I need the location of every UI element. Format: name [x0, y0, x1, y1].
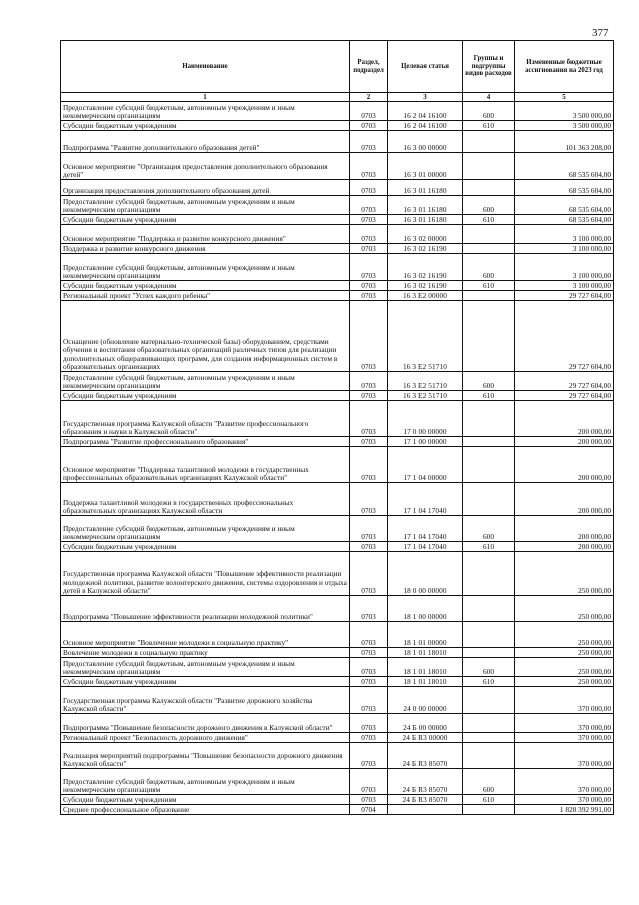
row-expense-group: 600: [463, 196, 515, 215]
row-name: Реализация мероприятий подпрограммы "Повышение безопасности дорожного движения Калужской области": [61, 743, 350, 769]
row-expense-group: 610: [463, 795, 515, 805]
row-name: Основное мероприятие "Вовлечение молодежи в социальную практику": [61, 622, 350, 648]
row-name: Государственная программа Калужской области "Развитие дорожного хозяйства Калужской области": [61, 687, 350, 714]
row-section: 0703: [350, 658, 388, 677]
column-number-row: [61, 93, 614, 102]
row-expense-group: [463, 437, 515, 447]
row-name: Вовлечение молодежи в социальную практику: [61, 648, 350, 658]
row-name: Предоставление субсидий бюджетным, автономным учреждениям и иным некоммерческим организациям: [61, 196, 350, 215]
row-section: 0703: [350, 180, 388, 196]
row-amount: 250 000,00: [515, 596, 614, 622]
row-name: Оснащение (обновление материально-технической базы) оборудованием, средствами обучения и воспитания образовательных организаций различных типов для реализации дополнительных общеразвивающих программ, для создания информационных систем в образовательных организациях: [61, 301, 350, 372]
row-name: Региональный проект "Успех каждого ребенка": [61, 291, 350, 301]
table-row: [61, 769, 614, 795]
row-section: 0703: [350, 622, 388, 648]
row-name: Основное мероприятие "Поддержка и развитие конкурсного движения": [61, 225, 350, 244]
row-section: 0703: [350, 687, 388, 714]
row-expense-group: [463, 447, 515, 483]
row-section: 0703: [350, 769, 388, 795]
row-amount: 29 727 604,00: [515, 372, 614, 391]
row-expense-group: [463, 805, 515, 815]
row-section: 0703: [350, 483, 388, 516]
table-body: [61, 102, 614, 815]
column-number: 4: [463, 93, 515, 102]
row-expense-group: [463, 714, 515, 733]
header-target: Целевая статья: [388, 41, 463, 93]
row-amount: 29 727 604,00: [515, 391, 614, 401]
row-section: 0703: [350, 596, 388, 622]
row-target-article: 16 3 E2 51710: [388, 372, 463, 391]
table-row: [61, 121, 614, 131]
row-name: Предоставление субсидий бюджетным, автономным учреждениям и иным некоммерческим организациям: [61, 516, 350, 542]
row-amount: 68 535 604,00: [515, 153, 614, 180]
row-amount: 68 535 604,00: [515, 180, 614, 196]
row-name: Предоставление субсидий бюджетным, автономным учреждениям и иным некоммерческим организациям: [61, 254, 350, 281]
row-section: 0703: [350, 102, 388, 121]
row-target-article: 16 3 01 16180: [388, 215, 463, 225]
row-amount: 3 100 000,00: [515, 244, 614, 254]
row-amount: 3 100 000,00: [515, 254, 614, 281]
table-row: [61, 447, 614, 483]
row-name: Организация предоставления дополнительного образования детей: [61, 180, 350, 196]
row-expense-group: [463, 225, 515, 244]
row-expense-group: 600: [463, 769, 515, 795]
table-row: [61, 196, 614, 215]
table-row: [61, 648, 614, 658]
table-row: [61, 596, 614, 622]
row-amount: 250 000,00: [515, 552, 614, 596]
row-target-article: 24 0 00 00000: [388, 687, 463, 714]
row-amount: 3 100 000,00: [515, 225, 614, 244]
row-expense-group: [463, 131, 515, 153]
row-section: 0703: [350, 795, 388, 805]
table-row: [61, 391, 614, 401]
row-target-article: 16 3 01 00000: [388, 153, 463, 180]
row-target-article: 16 3 02 16190: [388, 254, 463, 281]
row-target-article: 16 3 02 00000: [388, 225, 463, 244]
row-amount: 200 000,00: [515, 516, 614, 542]
row-section: 0703: [350, 542, 388, 552]
table-row: [61, 542, 614, 552]
row-expense-group: [463, 180, 515, 196]
header-name: Наименование: [61, 41, 350, 93]
row-amount: 68 535 604,00: [515, 196, 614, 215]
row-expense-group: 610: [463, 677, 515, 687]
row-amount: 370 000,00: [515, 743, 614, 769]
table-row: [61, 658, 614, 677]
row-amount: 3 500 000,00: [515, 121, 614, 131]
row-target-article: 18 0 00 00000: [388, 552, 463, 596]
row-expense-group: 600: [463, 254, 515, 281]
row-section: 0703: [350, 301, 388, 372]
row-expense-group: [463, 291, 515, 301]
table-row: [61, 153, 614, 180]
row-target-article: 17 1 04 17040: [388, 516, 463, 542]
row-expense-group: 610: [463, 281, 515, 291]
row-expense-group: 600: [463, 372, 515, 391]
row-amount: 3 100 000,00: [515, 281, 614, 291]
table-row: [61, 281, 614, 291]
header-section: Раздел, подраздел: [350, 41, 388, 93]
row-target-article: 17 1 04 17040: [388, 483, 463, 516]
row-name: Субсидии бюджетным учреждениям: [61, 542, 350, 552]
row-target-article: 24 Б R3 85070: [388, 769, 463, 795]
table-row: [61, 180, 614, 196]
row-target-article: 18 1 01 18010: [388, 677, 463, 687]
row-name: Предоставление субсидий бюджетным, автономным учреждениям и иным некоммерческим организациям: [61, 658, 350, 677]
row-target-article: 16 2 04 16100: [388, 121, 463, 131]
row-section: 0703: [350, 401, 388, 437]
row-section: 0703: [350, 648, 388, 658]
row-expense-group: [463, 301, 515, 372]
row-amount: 250 000,00: [515, 658, 614, 677]
table-row: [61, 131, 614, 153]
row-expense-group: 600: [463, 516, 515, 542]
row-section: 0703: [350, 733, 388, 743]
row-name: Субсидии бюджетным учреждениям: [61, 281, 350, 291]
row-target-article: 24 Б R3 85070: [388, 743, 463, 769]
row-section: 0703: [350, 254, 388, 281]
row-section: 0703: [350, 437, 388, 447]
row-section: 0703: [350, 516, 388, 542]
row-name: Предоставление субсидий бюджетным, автономным учреждениям и иным некоммерческим организациям: [61, 102, 350, 121]
header-amount: Измененные бюджетные ассигнования на 2023 год: [515, 41, 614, 93]
row-name: Предоставление субсидий бюджетным, автономным учреждениям и иным некоммерческим организациям: [61, 769, 350, 795]
row-target-article: 16 3 01 16180: [388, 180, 463, 196]
table-row: [61, 714, 614, 733]
table-row: [61, 795, 614, 805]
row-target-article: 17 0 00 00000: [388, 401, 463, 437]
table-row: [61, 102, 614, 121]
page-number: 377: [592, 27, 609, 39]
row-amount: 101 363 208,00: [515, 131, 614, 153]
row-expense-group: [463, 687, 515, 714]
row-target-article: 16 3 02 16190: [388, 244, 463, 254]
row-section: 0704: [350, 805, 388, 815]
row-target-article: 16 3 E2 51710: [388, 301, 463, 372]
row-amount: 370 000,00: [515, 733, 614, 743]
row-section: 0703: [350, 281, 388, 291]
table-row: [61, 743, 614, 769]
row-section: 0703: [350, 153, 388, 180]
row-section: 0703: [350, 215, 388, 225]
row-name: Подпрограмма "Повышение безопасности дорожного движения в Калужской области": [61, 714, 350, 733]
table-row: [61, 677, 614, 687]
row-target-article: 17 1 04 00000: [388, 447, 463, 483]
row-section: 0703: [350, 196, 388, 215]
row-amount: 1 828 392 991,00: [515, 805, 614, 815]
table-row: [61, 225, 614, 244]
row-expense-group: [463, 552, 515, 596]
table-row: [61, 244, 614, 254]
table-row: [61, 483, 614, 516]
row-name: Подпрограмма "Развитие профессионального образования": [61, 437, 350, 447]
row-section: 0703: [350, 131, 388, 153]
row-target-article: 16 2 04 16100: [388, 102, 463, 121]
row-amount: 250 000,00: [515, 648, 614, 658]
row-expense-group: 610: [463, 542, 515, 552]
table-row: [61, 622, 614, 648]
row-name: Субсидии бюджетным учреждениям: [61, 391, 350, 401]
column-number: 2: [350, 93, 388, 102]
row-name: Субсидии бюджетным учреждениям: [61, 215, 350, 225]
row-section: 0703: [350, 552, 388, 596]
row-expense-group: [463, 401, 515, 437]
row-name: Поддержка талантливой молодежи в государственных профессиональных образовательных организациях Калужской области: [61, 483, 350, 516]
row-expense-group: [463, 244, 515, 254]
row-target-article: 16 3 E2 51710: [388, 391, 463, 401]
row-section: 0703: [350, 225, 388, 244]
row-target-article: 16 3 02 16190: [388, 281, 463, 291]
table-header-row: [61, 41, 614, 93]
row-expense-group: [463, 483, 515, 516]
row-expense-group: 610: [463, 121, 515, 131]
row-name: Поддержка и развитие конкурсного движения: [61, 244, 350, 254]
row-amount: 29 727 604,00: [515, 291, 614, 301]
row-amount: 200 000,00: [515, 437, 614, 447]
table-row: [61, 291, 614, 301]
row-section: 0703: [350, 121, 388, 131]
row-expense-group: 610: [463, 391, 515, 401]
row-target-article: 24 Б 00 00000: [388, 714, 463, 733]
row-section: 0703: [350, 714, 388, 733]
row-name: Основное мероприятие "Поддержка талантливой молодежи в государственных профессиональных образовательных организациях Калужской области": [61, 447, 350, 483]
row-target-article: 18 1 00 00000: [388, 596, 463, 622]
row-target-article: 18 1 01 18010: [388, 658, 463, 677]
table-row: [61, 687, 614, 714]
table-row: [61, 372, 614, 391]
row-name: Основное мероприятие "Организация предоставления дополнительного образования детей": [61, 153, 350, 180]
table-row: [61, 805, 614, 815]
row-target-article: 17 1 04 17040: [388, 542, 463, 552]
row-amount: 370 000,00: [515, 769, 614, 795]
row-expense-group: [463, 153, 515, 180]
row-amount: 370 000,00: [515, 687, 614, 714]
row-name: Субсидии бюджетным учреждениям: [61, 121, 350, 131]
row-expense-group: 600: [463, 102, 515, 121]
row-name: Государственная программа Калужской области "Повышение эффективности реализации молодежной политики, развитие волонтерского движения, системы оздоровления и отдыха детей в Калужской области": [61, 552, 350, 596]
header-groups: Группы и подгруппы видов расходов: [463, 41, 515, 93]
table-row: [61, 437, 614, 447]
row-target-article: [388, 805, 463, 815]
row-name: Субсидии бюджетным учреждениям: [61, 795, 350, 805]
table-row: [61, 301, 614, 372]
table-row: [61, 254, 614, 281]
row-amount: 250 000,00: [515, 622, 614, 648]
budget-table: [60, 40, 614, 815]
row-expense-group: [463, 743, 515, 769]
row-name: Государственная программа Калужской области "Развитие профессионального образования и науки в Калужской области": [61, 401, 350, 437]
row-target-article: 16 3 00 00000: [388, 131, 463, 153]
row-name: Субсидии бюджетным учреждениям: [61, 677, 350, 687]
row-section: 0703: [350, 391, 388, 401]
row-amount: 370 000,00: [515, 714, 614, 733]
row-name: Предоставление субсидий бюджетным, автономным учреждениям и иным некоммерческим организациям: [61, 372, 350, 391]
row-amount: 200 000,00: [515, 542, 614, 552]
table-row: [61, 215, 614, 225]
row-name: Среднее профессиональное образование: [61, 805, 350, 815]
row-expense-group: [463, 596, 515, 622]
row-section: 0703: [350, 677, 388, 687]
row-amount: 29 727 604,00: [515, 301, 614, 372]
row-amount: 68 535 604,00: [515, 215, 614, 225]
row-amount: 200 000,00: [515, 401, 614, 437]
row-amount: 3 500 000,00: [515, 102, 614, 121]
row-section: 0703: [350, 372, 388, 391]
row-target-article: 18 1 01 18010: [388, 648, 463, 658]
row-expense-group: [463, 733, 515, 743]
row-target-article: 24 Б R3 00000: [388, 733, 463, 743]
row-amount: 370 000,00: [515, 795, 614, 805]
table-row: [61, 552, 614, 596]
row-section: 0703: [350, 244, 388, 254]
row-target-article: 24 Б R3 85070: [388, 795, 463, 805]
row-name: Региональный проект "Безопасность дорожного движения": [61, 733, 350, 743]
row-name: Подпрограмма "Повышение эффективности реализации молодежной политики": [61, 596, 350, 622]
row-expense-group: 600: [463, 658, 515, 677]
column-number: 5: [515, 93, 614, 102]
column-number: 3: [388, 93, 463, 102]
column-number: 1: [61, 93, 350, 102]
row-target-article: 16 3 E2 00000: [388, 291, 463, 301]
row-target-article: 18 1 01 00000: [388, 622, 463, 648]
row-amount: 200 000,00: [515, 483, 614, 516]
row-amount: 200 000,00: [515, 447, 614, 483]
row-target-article: 17 1 00 00000: [388, 437, 463, 447]
row-section: 0703: [350, 447, 388, 483]
table-row: [61, 516, 614, 542]
row-target-article: 16 3 01 16180: [388, 196, 463, 215]
row-section: 0703: [350, 291, 388, 301]
row-expense-group: 610: [463, 215, 515, 225]
row-name: Подпрограмма "Развитие дополнительного образования детей": [61, 131, 350, 153]
row-expense-group: [463, 648, 515, 658]
row-amount: 250 000,00: [515, 677, 614, 687]
table-row: [61, 401, 614, 437]
table-row: [61, 733, 614, 743]
row-section: 0703: [350, 743, 388, 769]
row-expense-group: [463, 622, 515, 648]
